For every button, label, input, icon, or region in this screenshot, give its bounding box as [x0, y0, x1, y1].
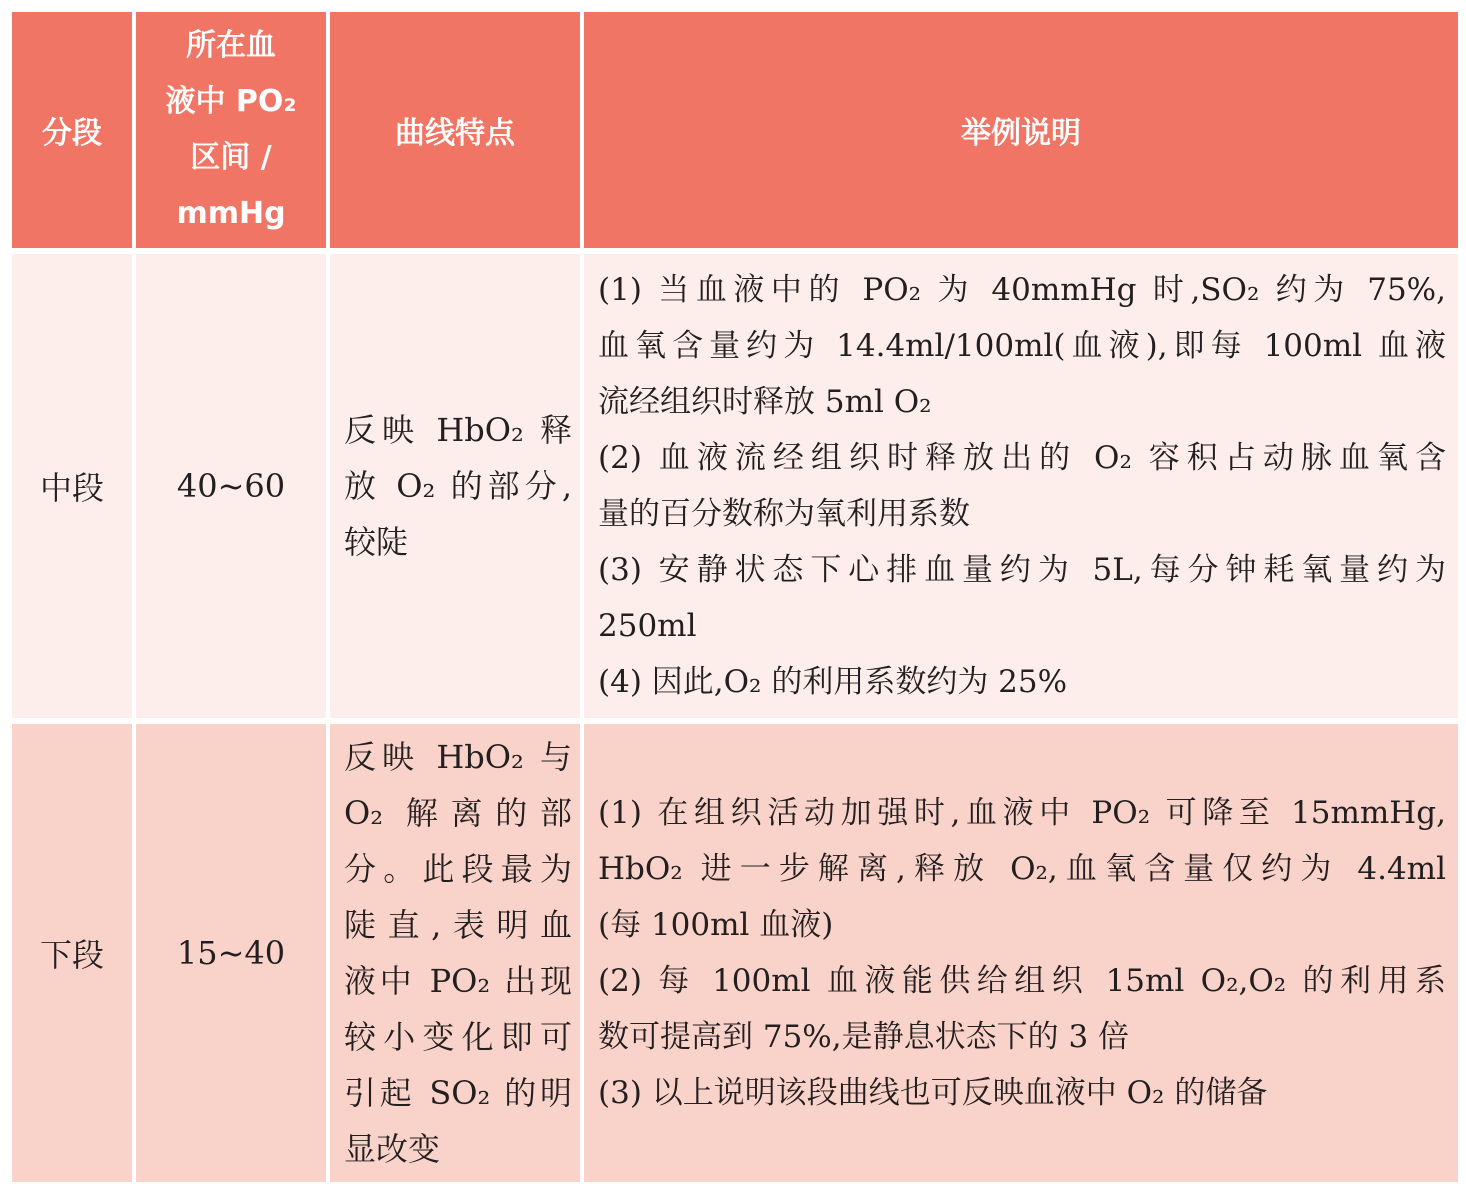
example-line: HbO₂ 进一步解离,释放 O₂,血氧含量仅约为 4.4ml — [598, 851, 1446, 887]
example-line: (2) 每 100ml 血液能供给组织 15ml O₂,O₂ 的利用系 — [598, 963, 1446, 999]
row-mid-range: 40~60 — [136, 254, 326, 718]
header-po2-line: 区间 / — [190, 140, 272, 175]
row-low-example — [584, 724, 1458, 1182]
example-line: 血氧含量约为 14.4ml/100ml(血液),即每 100ml 血液 — [598, 328, 1446, 364]
header-po2-range — [136, 12, 326, 248]
example-line: (4) 因此,O₂ 的利用系数约为 25% — [598, 664, 1068, 700]
row-mid-segment: 中段 — [12, 254, 132, 718]
example-line: (1) 当血液中的 PO₂ 为 40mmHg 时,SO₂ 约为 75%, — [598, 272, 1446, 308]
feature-line: 反映 HbO₂ 释 — [344, 411, 572, 449]
feature-line: 放 O₂ 的部分, — [344, 467, 572, 505]
feature-line: 显改变 — [344, 1130, 441, 1168]
row-low-feature — [330, 724, 580, 1182]
header-segment: 分段 — [12, 12, 132, 248]
example-line: 量的百分数称为氧利用系数 — [598, 496, 970, 532]
example-line: (2) 血液流经组织时释放出的 O₂ 容积占动脉血氧含 — [598, 440, 1446, 476]
feature-line: 较陡 — [344, 523, 409, 561]
header-po2-line: 液中 PO₂ — [165, 84, 297, 119]
header-feature: 曲线特点 — [330, 12, 580, 248]
feature-line: 引起 SO₂ 的明 — [344, 1074, 572, 1112]
example-line: 250ml — [598, 608, 697, 644]
example-line: (3) 安静状态下心排血量约为 5L,每分钟耗氧量约为 — [598, 552, 1446, 588]
example-line: 数可提高到 75%,是静息状态下的 3 倍 — [598, 1019, 1130, 1055]
feature-line: 液中 PO₂ 出现 — [344, 962, 572, 1000]
example-line: (1) 在组织活动加强时,血液中 PO₂ 可降至 15mmHg, — [598, 795, 1446, 831]
example-line: (每 100ml 血液) — [598, 907, 834, 943]
feature-line: 反映 HbO₂ 与 — [344, 738, 572, 776]
feature-line: 较小变化即可 — [344, 1018, 572, 1056]
example-line: 流经组织时释放 5ml O₂ — [598, 384, 932, 420]
header-po2-line: 所在血 — [186, 28, 276, 63]
header-example: 举例说明 — [584, 12, 1458, 248]
feature-line: 分。此段最为 — [344, 850, 572, 888]
row-mid-example — [584, 254, 1458, 718]
feature-line: 陡直,表明血 — [344, 906, 572, 944]
row-mid-feature — [330, 254, 580, 718]
example-line: (3) 以上说明该段曲线也可反映血液中 O₂ 的储备 — [598, 1075, 1268, 1111]
row-low-segment: 下段 — [12, 724, 132, 1182]
row-low-range: 15~40 — [136, 724, 326, 1182]
feature-line: O₂ 解离的部 — [344, 794, 572, 832]
header-po2-line: mmHg — [176, 196, 286, 231]
oxygen-dissociation-table — [12, 12, 1458, 1182]
